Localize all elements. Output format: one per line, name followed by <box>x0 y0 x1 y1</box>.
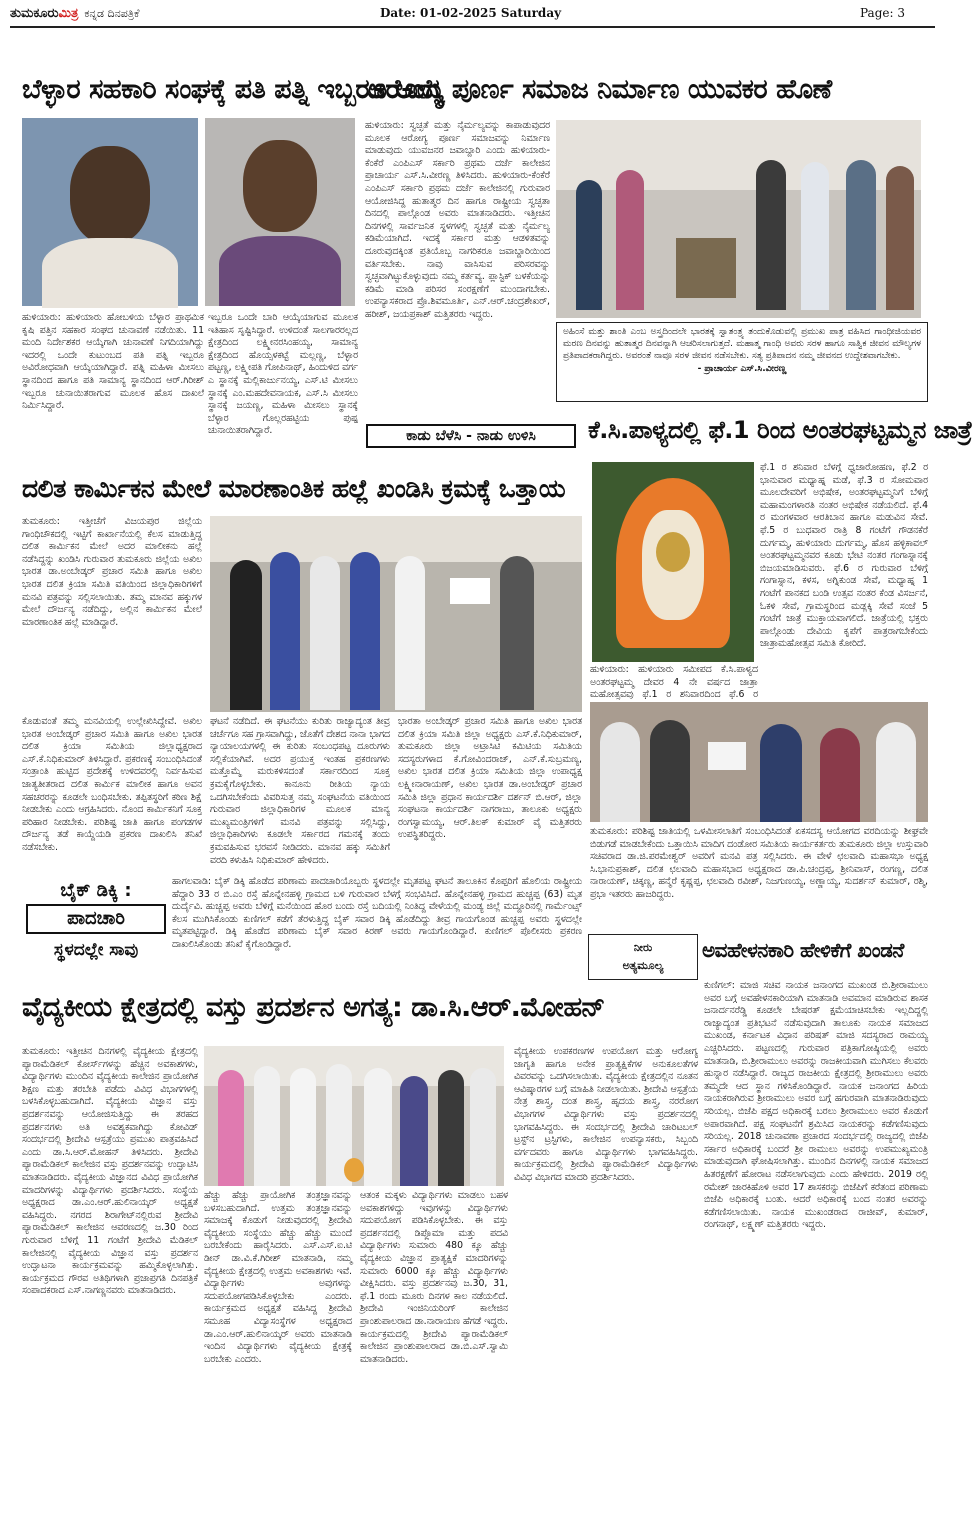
story2-body-tail <box>365 332 550 412</box>
story3-body: ಫೆ.1 ರ ಶನಿವಾರ ಬೆಳಗ್ಗೆ ಧ್ವಜಾರೋಹಣ, ಫೆ.2 ರ ಭಾನುವಾರ ಮಧ್ಯಾಹ್ನ ಮಡೆ, ಫೆ.3 ರ ಸೋಮವಾರ ಮೂಲದೇವರಿಗೆ ಅಭಿಷೇಕ, ಅಂತರಘಟ್ಟಮ್ಮನಿಗೆ ಬೆಳಿಗ್ಗೆ ಮಹಾಮಂಗಳಾರತಿ ನಂತರ ಅಭಿಷೇಕ ನಡೆಯಲಿದೆ. ಫೆ.4 ರ ಮಂಗಳವಾರ ಆರತಿಬಾನ ಹಾಗೂ ಮಡುವಿನ ಸೇವೆ. ಫೆ.5 ರ ಬುಧವಾರ ರಾತ್ರಿ 8 ಗಂಟೆಗೆ ಗೌಡನಕೆರೆ ದುರ್ಗಮ್ಮ, ಹುಳಿಯಾರು ದುರ್ಗಮ್ಮ, ಹೊಸ ಹಳ್ಳಿಕಾವಲ್ ಅಂತರಘಟ್ಟಮ್ಮನವರ ಕೂಡು ಭೇಟಿ ನಂತರ ಗಂಗಾಸ್ನಾನಕ್ಕೆ ಬಿಜಯಮಾಡಿಸುವರು. ಫೆ.6 ರ ಗುರುವಾರ ಬೆಳಿಗ್ಗೆ ಗಂಗಾಸ್ನಾನ, ಕಳಸ, ಅಗ್ನಿಕುಂಡ ಸೇವೆ, ಮಧ್ಯಾಹ್ನ 1 ಗಂಟೆಗೆ ಪಾನಕದ ಬಂಡಿ ಉತ್ಸವ ನಂತರ ಕೆಂಡ ವಿಸರ್ಜನೆ, ಓಕಳಿ ಸೇವೆ, ಗ್ರಾಮಸ್ಥರಿಂದ ಮಡ್ಲಕ್ಕಿ ಸೇವೆ ಸಂಜೆ 5 ಗಂಟೆಗೆ ಜಾತ್ರೆ ಮುಕ್ತಾಯವಾಗಲಿದೆ. ಜಾತ್ರೆಯಲ್ಲಿ ಭಕ್ತರು ಪಾಲ್ಗೊಂಡು ದೇವಿಯ ಕೃಪೆಗೆ ಪಾತ್ರರಾಗಬೇಕೆಂದು ಜಾತ್ರಾಮಹೋತ್ಸವ ಸಮಿತಿ ಕೋರಿದೆ. <box>760 462 928 650</box>
brand-name: ತುಮಕೂರು <box>10 6 59 21</box>
story3-caption: ಹುಳಿಯಾರು: ಹುಳಿಯಾರು ಸಮೀಪದ ಕೆ.ಸಿ.ಪಾಳ್ಯದ ಅಂತರಘಟ್ಟಮ್ಮ ದೇವರ 4 ನೇ ವರ್ಷದ ಜಾತ್ರಾ ಮಹೋತ್ಸವವು ಫೆ.1 ರ ಶನಿವಾರದಿಂದ ಫೆ.6 ರ <box>590 664 758 701</box>
water-slogan-box <box>588 934 698 980</box>
story4-column1-top: ತುಮಕೂರು: ಇತ್ತೀಚೆಗೆ ವಿಜಯಪುರ ಜಿಲ್ಲೆಯ ಗಾಂಧಿಚೌಕದಲ್ಲಿ ಇಟ್ಟಿಗೆ ಕಾರ್ಖಾನೆಯಲ್ಲಿ ಕೆಲಸ ಮಾಡುತ್ತಿದ್ದ ದಲಿತ ಕಾರ್ಮಿಕನ ಮೇಲೆ ಅದರ ಮಾಲೀಕನು ಹಲ್ಲೆ ನಡೆಸಿದ್ದನ್ನು ಖಂಡಿಸಿ ಗುರುವಾರ ತುಮಕೂರು ಜಿಲ್ಲೆಯ ಅಖಿಲ ಭಾರತ ಡಾ.ಅಂಬೇಡ್ಕರ್ ಪ್ರಚಾರ ಸಮಿತಿ ಹಾಗೂ ಅಖಿಲ ಭಾರತ ದಲಿತ ಕ್ರಿಯಾ ಸಮಿತಿ ವತಿಯಿಂದ ಜಿಲ್ಲಾಧಿಕಾರಿಗಳಿಗೆ ಮನವಿ ಪತ್ರವನ್ನು ಸಲ್ಲಿಸಲಾಯಿತು. ತಮ್ಮ ಮಾನವ ಹಕ್ಕುಗಳ ಮೇಲೆ ದೌರ್ಜನ್ಯ ನಡೆದಿದ್ದು, ಅಲ್ಲಿನ ಕಾರ್ಮಿಕನ ಮೇಲೆ ಮಾರಣಾಂತಿಕ ಹಲ್ಲೆ ಮಾಡಿದ್ದಾರೆ. <box>22 516 202 628</box>
story2-headline: ಆರೋಗ್ಯ ಪೂರ್ಣ ಸಮಾಜ ನಿರ್ಮಾಣ ಯುವಕರ ಹೊಣೆ <box>368 74 832 105</box>
water-slogan-line1: ನೀರು <box>633 941 653 954</box>
story2-quote-author: - ಪ್ರಾಚಾರ್ಯ ಎಸ್.ಸಿ.ವೀರಣ್ಣ <box>697 364 787 375</box>
story4-memorandum-photo <box>210 516 582 712</box>
story6-headline-line3: ಸ್ಥಳದಲ್ಲೇ ಸಾವು <box>53 940 139 960</box>
story4-column3: ಭಾರತಾ ಅಂಬೇಡ್ಕರ್ ಪ್ರಚಾರ ಸಮಿತಿ ಹಾಗೂ ಅಖಿಲ ಭಾರತ ದಲಿತ ಕ್ರಿಯಾ ಸಮಿತಿ ಜಿಲ್ಲಾ ಅಧ್ಯಕ್ಷರು ಎಸ್.ಕೆ.ನಿಧಿಕುಮಾರ್, ತುಮಕೂರು ಜಿಲ್ಲಾ ಅಟ್ರಾಸಿಟಿ ಕಮಿಟಿಯ ಸಮಿತಿಯ ಸದಸ್ಯರುಗಳಾದ ಕೆ.ಗೋವಿಂದರಾಜ್, ಎನ್.ಕೆ.ಸುಬ್ರಮಣ್ಯ, ಅಖಿಲ ಭಾರತ ದಲಿತ ಕ್ರಿಯಾ ಸಮಿತಿಯ ಜಿಲ್ಲಾ ಉಪಾಧ್ಯಕ್ಷ ಲಕ್ಷ್ಮೀನಾರಾಯಣ್, ಅಖಿಲ ಭಾರತ ಡಾ.ಅಂಬೇಡ್ಕರ್ ಪ್ರಚಾರ ಸಮಿತಿ ಜಿಲ್ಲಾ ಪ್ರಧಾನ ಕಾರ್ಯದರ್ಶಿ ದರ್ಶನ್ ಬಿ.ಆರ್, ಜಿಲ್ಲಾ ಸಂಘಟನಾ ಕಾರ್ಯದರ್ಶಿ ನಾಗರಾಜು, ತಾಲೂಕು ಅಧ್ಯಕ್ಷರು ರಂಗಸ್ವಾಮಯ್ಯ, ಆರ್.ತಿಲಕ್ ಕುಮಾರ್ ವೈ ಮತ್ತಿತರರು ಉಪಸ್ಥಿತರಿದ್ದರು. <box>398 716 582 841</box>
story6-headline-line1: ಬೈಕ್ ಡಿಕ್ಕಿ : <box>60 880 132 901</box>
story5-photo <box>590 702 928 822</box>
story8-headline: ವೈದ್ಯಕೀಯ ಕ್ಷೇತ್ರದಲ್ಲಿ ವಸ್ತು ಪ್ರದರ್ಶನ ಅಗತ್ಯ: ಡಾ.ಸಿ.ಆರ್.ಮೋಹನ್ <box>22 992 605 1023</box>
masthead-rule <box>10 26 935 28</box>
page-number: Page: 3 <box>860 6 905 20</box>
brand-tagline: ಕನ್ನಡ ದಿನಪತ್ರಿಕೆ <box>84 7 140 20</box>
story8-column1: ತುಮಕೂರು: ಇತ್ತೀಚಿನ ದಿನಗಳಲ್ಲಿ ವೈದ್ಯಕೀಯ ಕ್ಷೇತ್ರದಲ್ಲಿ ಪ್ಯಾರಾಮೆಡಿಕಲ್ ಕೋರ್ಸ್‌ಗಳನ್ನು ಹೆಚ್ಚಿನ ಅವಕಾಶಗಳು, ವಿದ್ಯಾರ್ಥಿಗಳು ಮುಂದಿನ ವೈದ್ಯಕೀಯ ಕಾಲೇಜಿನ ಪ್ರಾಯೋಗಿಕ ಶಿಕ್ಷಣ ಮತ್ತು ತರಬೇತಿ ಪಡೆದು ವಿವಿಧ ವಿಭಾಗಗಳಲ್ಲಿ ಬಳಸಿಕೊಳ್ಳಬಹುದಾಗಿದೆ. ವೈದ್ಯಕೀಯ ವಿಜ್ಞಾನ ವಸ್ತು ಪ್ರದರ್ಶನವನ್ನು ಆಯೋಜಿಸುತ್ತಿದ್ದು ಈ ತರಹದ ಪ್ರದರ್ಶನಗಳು ಅತಿ ಅವಶ್ಯಕವಾಗಿದ್ದು ಕೋವಿಡ್ ಸಂದರ್ಭದಲ್ಲಿ ಶ್ರೀದೇವಿ ಆಸ್ಪತ್ರೆಯು ಪ್ರಮುಖ ಪಾತ್ರವಹಿಸಿದೆ ಎಂದು ಡಾ.ಸಿ.ಆರ್.ಮೋಹನ್ ತಿಳಿಸಿದರು. ಶ್ರೀದೇವಿ ಪ್ಯಾರಾಮೆಡಿಕಲ್ ಕಾಲೇಜಿನ ವಸ್ತು ಪ್ರದರ್ಶನವನ್ನು ಉದ್ಘಾಟಿಸಿ ಮಾತನಾಡಿದರು. ವೈದ್ಯಕೀಯ ವಿಜ್ಞಾನದ ವಿವಿಧ ಪ್ರಾಯೋಗಿಕ ಮಾದರಿಗಳನ್ನು ವಿದ್ಯಾರ್ಥಿಗಳು ಪ್ರದರ್ಶಿಸಿದರು. ಸಂಸ್ಥೆಯ ಅಧ್ಯಕ್ಷರಾದ ಡಾ.ಎಂ.ಆರ್.ಹುಲಿನಾಯ್ಕರ್ ಅಧ್ಯಕ್ಷತೆ ವಹಿಸಿದ್ದರು. ನಗರದ ಶಿರಾಗೇಟ್‌ನಲ್ಲಿರುವ ಶ್ರೀದೇವಿ ಪ್ಯಾರಾಮೆಡಿಕಲ್ ಕಾಲೇಜಿನ ಆವರಣದಲ್ಲಿ ಜ.30 ರಿಂದ ಗುರುವಾರ ಬೆಳಿಗ್ಗೆ 11 ಗಂಟೆಗೆ ಶ್ರೀದೇವಿ ಮೆಡಿಕಲ್ ಕಾಲೇಜಿನಲ್ಲಿ ವೈದ್ಯಕೀಯ ವಿಜ್ಞಾನ ವಸ್ತು ಪ್ರದರ್ಶನ ಉದ್ಘಾಟನಾ ಕಾರ್ಯಕ್ರಮವನ್ನು ಹಮ್ಮಿಕೊಳ್ಳಲಾಗಿತ್ತು. ಕಾರ್ಯಕ್ರಮದ ಗೌರವ ಅತಿಥಿಗಳಾಗಿ ಪ್ರಜಾಪ್ರಗತಿ ದಿನಪತ್ರಿಕೆ ಸಂಪಾದಕರಾದ ಎಸ್.ನಾಗಣ್ಣನವರು ಮಾತನಾಡಿದರು. <box>22 1046 198 1297</box>
story8-event-photo <box>204 1046 504 1186</box>
story1-column2: ಇಬ್ಬರೂ ಒಂದೇ ಬಾರಿ ಆಯ್ಕೆಯಾಗುವ ಮೂಲಕ ಇತಿಹಾಸ ಸೃಷ್ಟಿಸಿದ್ದಾರೆ. ಉಳಿದಂತೆ ಸಾಲಗಾರರಲ್ಲದ ಕ್ಷೇತ್ರದಿಂದ ಲಕ್ಷ್ಮೀನರಸಿಂಹಯ್ಯ, ಸಾಮಾನ್ಯ ಕ್ಷೇತ್ರದಿಂದ ಹೊಯ್ಸಳಕಟ್ಟೆ ಮಲ್ಲಣ್ಣ, ಬೆಳ್ಳಾರ ಪಟ್ಟಣ್ಣ, ಲಕ್ಷ್ಮೀಪತಿ ಗೋಪಿನಾಥ್, ಹಿಂದುಳಿದ ವರ್ಗ ಎ ಸ್ಥಾನಕ್ಕೆ ಮಲ್ಲಿಕಾರ್ಜುನಯ್ಯ, ಎಸ್.ಟಿ ಮೀಸಲು ಸ್ಥಾನಕ್ಕೆ ಎಂ.ಮಹದೇವನಾಯಕ, ಎಸ್.ಸಿ ಮೀಸಲು ಸ್ಥಾನಕ್ಕೆ ಜಯಣ್ಣ, ಮಹಿಳಾ ಮೀಸಲು ಸ್ಥಾನಕ್ಕೆ ಬೆಳ್ಳಾರ ಗೊಲ್ಲರಹಟ್ಟಿಯ ಪುಷ್ಪ ಚುನಾಯಿತರಾಗಿದ್ದಾರೆ. <box>208 312 358 437</box>
story8-column4: ವೈದ್ಯಕೀಯ ಉಪಕರಣಗಳ ಉಪಯೋಗ ಮತ್ತು ಆರೋಗ್ಯ ಜಾಗೃತಿ ಹಾಗೂ ಅನೇಕ ಪ್ರಾತ್ಯಕ್ಷಿಕೆಗಳ ಅನುಕೂಲತೆಗಳ ವಿವರವನ್ನು ಒದಗಿಸಲಾಯಿತು. ವೈದ್ಯಕೀಯ ಕ್ಷೇತ್ರದಲ್ಲಿನ ನೂತನ ಆವಿಷ್ಕಾರಗಳ ಬಗ್ಗೆ ಮಾಹಿತಿ ನೀಡಲಾಯಿತು. ಶ್ರೀದೇವಿ ಆಸ್ಪತ್ರೆಯ ನೇತ್ರ ಶಾಸ್ತ್ರ, ದಂತ ಶಾಸ್ತ್ರ, ಹೃದಯ ಶಾಸ್ತ್ರ, ನರರೋಗ ವಿಭಾಗಗಳ ವಿದ್ಯಾರ್ಥಿಗಳು ವಸ್ತು ಪ್ರದರ್ಶನದಲ್ಲಿ ಭಾಗವಹಿಸಿದ್ದರು. ಈ ಸಂದರ್ಭದಲ್ಲಿ ಶ್ರೀದೇವಿ ಚಾರಿಟಬಲ್ ಟ್ರಸ್ಟ್‌ನ ಟ್ರಸ್ಟಿಗಳು, ಕಾಲೇಜಿನ ಉಪನ್ಯಾಸಕರು, ಸಿಬ್ಬಂದಿ ವರ್ಗದವರು ಹಾಗೂ ವಿದ್ಯಾರ್ಥಿಗಳು ಭಾಗವಹಿಸಿದ್ದರು. ಕಾರ್ಯಕ್ರಮದಲ್ಲಿ ಶ್ರೀದೇವಿ ಪ್ಯಾರಾಮೆಡಿಕಲ್ ವಿದ್ಯಾರ್ಥಿಗಳು ವಿವಿಧ ವಿಭಾಗದ ಮಾದರಿ ಪ್ರದರ್ಶಿಸಿದರು. <box>514 1046 698 1183</box>
story1-headline: ಬೆಳ್ಳಾರ ಸಹಕಾರಿ ಸಂಘಕ್ಕೆ ಪತಿ ಪತ್ನಿ ಇಬ್ಬರೂ ಆಯ್ಕೆ <box>22 74 445 105</box>
story1-photo-man <box>22 118 198 306</box>
story2-body: ಹುಳಿಯಾರು: ಸ್ವಚ್ಛತೆ ಮತ್ತು ನೈರ್ಮಲ್ಯವನ್ನು ಕಾಪಾಡುವುದರ ಮೂಲಕ ಆರೋಗ್ಯ ಪೂರ್ಣ ಸಮಾಜವನ್ನು ನಿರ್ಮಾಣ ಮಾಡುವುದು ಯುವಜನರ ಜವಾಬ್ದಾರಿ ಎಂದು ಹುಳಿಯಾರು-ಕೆಂಕೆರೆ ಎಂಪಿಎಸ್ ಸರ್ಕಾರಿ ಪ್ರಥಮ ದರ್ಜೆ ಕಾಲೇಜಿನ ಪ್ರಾಚಾರ್ಯ ಎಸ್.ಸಿ.ವೀರಣ್ಣ ತಿಳಿಸಿದರು. ಹುಳಿಯಾರು-ಕೆಂಕೆರೆ ಎಂಪಿಎಸ್ ಸರ್ಕಾರಿ ಪ್ರಥಮ ದರ್ಜೆ ಕಾಲೇಜಿನಲ್ಲಿ ಗುರುವಾರ ಆಯೋಜಿಸಿದ್ದ ಹುತಾತ್ಮರ ದಿನ ಹಾಗೂ ರಾಷ್ಟ್ರೀಯ ಸ್ವಚ್ಛತಾ ದಿನದಲ್ಲಿ ಪಾಲ್ಗೊಂಡ ಅವರು ಮಾತನಾಡಿದರು. ಇತ್ತೀಚಿನ ದಿನಗಳಲ್ಲಿ ಸಾರ್ವಜನಿಕ ಸ್ಥಳಗಳಲ್ಲಿ ಸ್ವಚ್ಛತೆ ಮತ್ತು ನೈರ್ಮಲ್ಯ ಕಡಿಮೆಯಾಗಿದೆ. ಇದಕ್ಕೆ ಸರ್ಕಾರ ಮತ್ತು ಆಡಳಿತವನ್ನು ದೂರುವುದಕ್ಕಿಂತ ಪ್ರತಿಯೊಬ್ಬ ನಾಗರಿಕರೂ ಜವಾಬ್ದಾರಿಯಿಂದ ವರ್ತಿಸಬೇಕು. ನಾವು ವಾಸಿಸುವ ಪರಿಸರವನ್ನು ಸ್ವಚ್ಛವಾಗಿಟ್ಟುಕೊಳ್ಳುವುದು ನಮ್ಮ ಕರ್ತವ್ಯ. ಪ್ಲಾಸ್ಟಿಕ್ ಬಳಕೆಯನ್ನು ಕಡಿಮೆ ಮಾಡಿ ಪರಿಸರ ಸಂರಕ್ಷಣೆಗೆ ಮುಂದಾಗಬೇಕು. ಉಪನ್ಯಾಸಕರಾದ ಪ್ರೊ.ಶಿವಮೂರ್ತಿ, ಎನ್.ಆರ್.ಚಂದ್ರಶೇಖರ್, ಹರೀಶ್, ಜಯಪ್ರಕಾಶ್ ಮತ್ತಿತರರು ಇದ್ದರು. <box>365 120 550 320</box>
issue-date: Date: 01-02-2025 Saturday <box>380 6 562 20</box>
story1-column1: ಹುಳಿಯಾರು: ಹುಳಿಯಾರು ಹೋಬಳಿಯ ಬೆಳ್ಳಾರ ಪ್ರಾಥಮಿಕ ಕೃಷಿ ಪತ್ತಿನ ಸಹಕಾರ ಸಂಘದ ಚುನಾವಣೆ ನಡೆಯಿತು. 11 ಮಂದಿ ನಿರ್ದೇಶಕರ ಆಯ್ಕೆಗಾಗಿ ಚುನಾವಣೆ ನಿಗದಿಯಾಗಿದ್ದು ಇದರಲ್ಲಿ ಒಂದೇ ಕುಟುಂಬದ ಪತಿ ಪತ್ನಿ ಇಬ್ಬರೂ ಅವಿರೋಧವಾಗಿ ಆಯ್ಕೆಯಾಗಿದ್ದಾರೆ. ಪತ್ನಿ ಮಹಿಳಾ ಮೀಸಲು ಸ್ಥಾನದಿಂದ ಹಾಗೂ ಪತಿ ಸಾಮಾನ್ಯ ಸ್ಥಾನದಿಂದ ಆರ್.ಗಿರೀಶ್ ಇಬ್ಬರೂ ಚುನಾಯಿತರಾಗುವ ಮೂಲಕ ಹೊಸ ದಾಖಲೆ ನಿರ್ಮಿಸಿದ್ದಾರೆ. <box>22 312 204 412</box>
story7-headline: ಅವಹೇಳನಕಾರಿ ಹೇಳಿಕೆಗೆ ಖಂಡನೆ <box>702 938 904 962</box>
story4-column1-bottom: ಕೊಡುವಂತೆ ತಮ್ಮ ಮನವಿಯಲ್ಲಿ ಉಲ್ಲೇಖಿಸಿದ್ದೇವೆ. ಅಖಿಲ ಭಾರತ ಅಂಬೇಡ್ಕರ್ ಪ್ರಚಾರ ಸಮಿತಿ ಹಾಗೂ ಅಖಿಲ ಭಾರತ ದಲಿತ ಕ್ರಿಯಾ ಸಮಿತಿಯ ಜಿಲ್ಲಾಧ್ಯಕ್ಷರಾದ ಎಸ್.ಕೆ.ನಿಧಿಕುಮಾರ್ ತಿಳಿಸಿದ್ದಾರೆ. ಪ್ರಕರಣಕ್ಕೆ ಸಂಬಂಧಿಸಿದಂತೆ ಸಂತ್ರಾಂತಿ ಹುಟ್ಟಿದ ಪ್ರದೇಶಕ್ಕೆ ಉಳಿದವರಲ್ಲಿ ನಿರ್ವಹಿಸುವ ಜಾತ್ಯತೀತರಾದ ದಲಿತ ಕಾರ್ಮಿಕ ಮಾಲೀಕ ಹಾಗೂ ಅವನ ಸಹಚರರನ್ನು ಕೂಡಲೇ ಬಂಧಿಸಬೇಕು. ತಪ್ಪಿತಸ್ಥರಿಗೆ ಕಠಿಣ ಶಿಕ್ಷೆ ನೀಡಬೇಕು ಎಂದು ಆಗ್ರಹಿಸಿದರು. ನೊಂದ ಕಾರ್ಮಿಕನಿಗೆ ಸೂಕ್ತ ಪರಿಹಾರ ನೀಡಬೇಕು. ಪರಿಶಿಷ್ಟ ಜಾತಿ ಹಾಗೂ ಪಂಗಡಗಳ ದೌರ್ಜನ್ಯ ತಡೆ ಕಾಯ್ದೆಯಡಿ ಪ್ರಕರಣ ದಾಖಲಿಸಿ ತನಿಖೆ ನಡೆಸಬೇಕು. <box>22 716 202 853</box>
story8-column3: ಆತಂಕ ಮಕ್ಕಳು ವಿದ್ಯಾರ್ಥಿಗಳು ಮಾಡಲು ಬಹಳ ಅವಕಾಶಗಳಿದ್ದು ಇವುಗಳನ್ನು ವಿದ್ಯಾರ್ಥಿಗಳು ಸದುಪಯೋಗ ಪಡಿಸಿಕೊಳ್ಳಬೇಕು. ಈ ವಸ್ತು ಪ್ರದರ್ಶನದಲ್ಲಿ ಡಿಪ್ಲೊಮಾ ಮತ್ತು ಪದವಿ ವಿದ್ಯಾರ್ಥಿಗಳು ಸುಮಾರು 480 ಕ್ಕೂ ಹೆಚ್ಚು ವೈದ್ಯಕೀಯ ವಿಜ್ಞಾನ ಪ್ರಾತ್ಯಕ್ಷಿಕೆ ಮಾದರಿಗಳನ್ನು ಸುಮಾರು 6000 ಕ್ಕೂ ಹೆಚ್ಚು ವಿದ್ಯಾರ್ಥಿಗಳು ವೀಕ್ಷಿಸಿದರು. ವಸ್ತು ಪ್ರದರ್ಶನವು ಜ.30, 31, ಫೆ.1 ರಂದು ಮೂರು ದಿನಗಳ ಕಾಲ ನಡೆಯಲಿದೆ. ಶ್ರೀದೇವಿ ಇಂಜಿನಿಯರಿಂಗ್ ಕಾಲೇಜಿನ ಪ್ರಾಂಶುಪಾಲರಾದ ಡಾ.ನಾರಾಯಣ ಹೆಗಡೆ ಇದ್ದರು. ಕಾರ್ಯಕ್ರಮದಲ್ಲಿ ಶ್ರೀದೇವಿ ಪ್ಯಾರಾಮೆಡಿಕಲ್ ಕಾಲೇಜಿನ ಪ್ರಾಂಶುಪಾಲರಾದ ಡಾ.ಬಿ.ಎಸ್.ಸ್ವಾಮಿ ಮಾತನಾಡಿದರು. <box>360 1190 508 1365</box>
story2-quote-text: ಅಹಿಂಸೆ ಮತ್ತು ಶಾಂತಿ ಎಂಬ ಅಸ್ತ್ರದಿಂದಲೇ ಭಾರತಕ್ಕೆ ಸ್ವಾತಂತ್ರ್ಯ ತಂದುಕೊಡುವಲ್ಲಿ ಪ್ರಮುಖ ಪಾತ್ರ ವಹಿಸಿದ ಗಾಂಧೀಜಿಯವರ ಮರಣ ದಿನವನ್ನು ಹುತಾತ್ಮರ ದಿನವನ್ನಾಗಿ ಆಚರಿಸಲಾಗುತ್ತದೆ. ಮಹಾತ್ಮ ಗಾಂಧಿ ಅವರು ಸರಳ ಹಾಗೂ ಸಾತ್ವಿಕ ಜೀವನ ಮೌಲ್ಯಗಳ ಪ್ರತಿಪಾದಕರಾಗಿದ್ದರು. ಅವರಂತೆ ನಾವೂ ಸರಳ ಜೀವನ ನಡೆಸಬೇಕು. ಸತ್ಯ ಪ್ರತಿಪಾದನ ನಮ್ಮ ಜೀವನದ ಉದ್ದೇಶವಾಗಬೇಕು. <box>563 327 921 361</box>
newspaper-brand <box>10 6 139 21</box>
story6-headline <box>26 878 166 988</box>
story6-headline-line2: ಪಾದಚಾರಿ <box>26 904 166 934</box>
story3-headline: ಕೆ.ಸಿ.ಪಾಳ್ಯದಲ್ಲಿ ಫೆ.1 ರಿಂದ ಅಂತರಘಟ್ಟಮ್ಮನ ಜಾತ್ರೆ <box>588 416 972 444</box>
slogan-box: ಕಾಡು ಬೆಳೆಸಿ - ನಾಡು ಉಳಿಸಿ <box>366 424 576 448</box>
story1-photo-woman <box>205 118 355 306</box>
story3-deity-photo <box>592 462 754 662</box>
brand-name-accent: ಮಿತ್ರ <box>58 6 79 21</box>
story5-caption: ತುಮಕೂರು: ಪರಿಶಿಷ್ಟ ಜಾತಿಯಲ್ಲಿ ಒಳಮೀಸಲಾತಿಗೆ ಸಂಬಂಧಿಸಿದಂತೆ ಏಕಸದಸ್ಯ ಆಯೋಗದ ವರದಿಯನ್ನು ಶೀಘ್ರವೇ ಬಿಡುಗಡೆ ಮಾಡಬೇಕೆಂದು ಒತ್ತಾಯಿಸಿ ಮಾದಿಗ ದಂಡೋರ ಸಮಿತಿಯ ಕಾರ್ಯಕರ್ತರು ತುಮಕೂರು ಜಿಲ್ಲಾ ಉಸ್ತುವಾರಿ ಸಚಿವರಾದ ಡಾ.ಜಿ.ಪರಮೇಶ್ವರ್ ಅವರಿಗೆ ಮನವಿ ಪತ್ರ ಸಲ್ಲಿಸಿದರು. ಈ ವೇಳೆ ಛಲವಾದಿ ಮಹಾಸಭಾ ಅಧ್ಯಕ್ಷ ಸಿ.ಭಾನುಪ್ರಕಾಶ್, ದಲಿತ ಛಲವಾದಿ ಮಹಾಸಭಾದ ಅಧ್ಯಕ್ಷರಾದ ಡಾ.ಪಿ.ಚಂದ್ರಪ್ಪ, ಶ್ರೀನಿವಾಸ್, ರಂಗಣ್ಣ, ದಲಿತ ನಾರಾಯಣ್, ಚಿಕ್ಕಣ್ಣ, ಹನ್ಮೆರೆ ಕೃಷ್ಣಪ್ಪ, ಛಲವಾದಿ ರವೀಶ್, ನಿಜಗುಣಯ್ಯ, ಅಣ್ಣಾಯ್ಯ, ಸುದರ್ಶನ್ ಕುಮಾರ್, ರಶ್ಮಿ, ಪ್ರಭಾ ಇತರರು ಹಾಜರಿದ್ದರು. <box>590 826 928 900</box>
story7-body: ಕುಣಿಗಲ್: ಮಾಜಿ ಸಚಿವ ನಾಯಕ ಜನಾಂಗದ ಮುಖಂಡ ಬಿ.ಶ್ರೀರಾಮುಲು ಅವರ ಬಗ್ಗೆ ಅವಹೇಳನಕಾರಿಯಾಗಿ ಮಾತನಾಡಿ ಅವಮಾನ ಮಾಡಿರುವ ಶಾಸಕ ಜನಾರ್ದನರೆಡ್ಡಿ ಕೂಡಲೇ ಬೇಷರತ್ ಕ್ಷಮೆಯಾಚಿಸಬೇಕು ಇಲ್ಲದಿದ್ದಲ್ಲಿ ರಾಜ್ಯಾದ್ಯಂತ ಪ್ರತಿಭಟನೆ ನಡೆಸುವುದಾಗಿ ತಾಲೂಕು ನಾಯಕ ಸಮಾಜದ ಮುಖಂಡ, ಕರ್ನಾಟಕ ವಿಧಾನ ಪರಿಷತ್ ಮಾಜಿ ಸದಸ್ಯರಾದ ರಾಮಯ್ಯ ಎಚ್ಚರಿಸಿದರು. ಪಟ್ಟಣದಲ್ಲಿ ಗುರುವಾರ ಪತ್ರಿಕಾಗೋಷ್ಠಿಯಲ್ಲಿ ಅವರು ಮಾತನಾಡಿ, ಬಿ.ಶ್ರೀರಾಮುಲು ಅವರನ್ನು ರಾಜಕೀಯವಾಗಿ ಮುಗಿಸಲು ಕೆಲವರು ಹುನ್ನಾರ ನಡೆಸಿದ್ದಾರೆ. ರಾಜ್ಯದ ರಾಜಕೀಯ ಕ್ಷೇತ್ರದಲ್ಲಿ ಶ್ರೀರಾಮುಲು ಅವರು ತಮ್ಮದೇ ಆದ ಸ್ಥಾನ ಗಳಿಸಿಕೊಂಡಿದ್ದಾರೆ. ನಾಯಕ ಜನಾಂಗದ ಹಿರಿಯ ನಾಯಕರಾಗಿರುವ ಶ್ರೀರಾಮುಲು ಅವರ ಬಗ್ಗೆ ಹಗುರವಾಗಿ ಮಾತನಾಡಿರುವುದು ಸರಿಯಲ್ಲ. ಬಿಜೆಪಿ ಪಕ್ಷದ ಅಧಿಕಾರಕ್ಕೆ ಬರಲು ಶ್ರೀರಾಮುಲು ಅವರ ಕೊಡುಗೆ ಅಪಾರವಾಗಿದೆ. ಪಕ್ಷ ಸಂಘಟನೆಗೆ ಶ್ರಮಿಸಿದ ನಾಯಕರನ್ನು ಕಡೆಗಣಿಸುವುದು ಸರಿಯಲ್ಲ. 2018 ಚುನಾವಣಾ ಪ್ರಚಾರದ ಸಂದರ್ಭದಲ್ಲಿ ರಾಜ್ಯದಲ್ಲಿ ಬಿಜೆಪಿ ಸರ್ಕಾರ ಅಧಿಕಾರಕ್ಕೆ ಬಂದರೆ ಶ್ರೀ ರಾಮುಲು ಅವರನ್ನು ಉಪಮುಖ್ಯಮಂತ್ರಿ ಮಾಡುವುದಾಗಿ ಘೋಷಿಸಲಾಗಿತ್ತು. ಮುಂದಿನ ದಿನಗಳಲ್ಲಿ ನಾಯಕ ಸಮಾಜದ ಹಿತರಕ್ಷಣೆಗೆ ಹೋರಾಟ ನಡೆಸಲಾಗುವುದು ಎಂದು ಹೇಳಿದರು. 2019 ರಲ್ಲಿ ರಮೇಶ್ ಜಾರಕಿಹೊಳಿ ಅವರ 17 ಶಾಸಕರನ್ನು ಬಿಜೆಪಿಗೆ ಕರೆತಂದ ಪರಿಣಾಮ ಬಿಜೆಪಿ ಅಧಿಕಾರಕ್ಕೆ ಬಂತು. ಆದರೆ ಅಧಿಕಾರಕ್ಕೆ ಬಂದ ನಂತರ ಅವರನ್ನು ಕಡೆಗಣಿಸಲಾಯಿತು. ನಾಯಕ ಮುಖಂಡರಾದ ರಾಜೀವ್, ಕುಮಾರ್, ರಂಗನಾಥ್, ಲಕ್ಷ್ಮಣ್ ಮತ್ತಿತರರು ಇದ್ದರು. <box>704 980 928 1231</box>
story4-column2: ಘಟನೆ ನಡೆದಿದೆ. ಈ ಘಟನೆಯು ಕುರಿತು ರಾಜ್ಯಾದ್ಯಂತ ತೀವ್ರ ಚರ್ಚೆಗೂ ಸಹ ಗ್ರಾಸವಾಗಿದ್ದು, ಜೊತೆಗೆ ದೇಶದ ನಾನಾ ಭಾಗದ ನ್ಯಾಯಾಲಯಗಳಲ್ಲಿ ಈ ಕುರಿತು ಸಂಬಂಧಪಟ್ಟ ದೂರುಗಳು ಸಲ್ಲಿಕೆಯಾಗಿವೆ. ಅದರ ಪ್ರಯುಕ್ತ ಇಂತಹ ಪ್ರಕರಣಗಳು ಮತ್ತೊಮ್ಮೆ ಮರುಕಳಿಸದಂತೆ ಸರ್ಕಾರದಿಂದ ಸೂಕ್ತ ಕ್ರಮಕೈಗೊಳ್ಳಬೇಕು. ಕಾನೂನು ರೀತಿಯ ನ್ಯಾಯ ಒದಗಿಸಬೇಕೆಂದು ವಿವರಿಸುತ್ತ ನಮ್ಮ ಸಂಘಟನೆಯ ವತಿಯಿಂದ ಗುರುವಾರ ಜಿಲ್ಲಾಧಿಕಾರಿಗಳ ಮೂಲಕ ಮಾನ್ಯ ಮುಖ್ಯಮಂತ್ರಿಗಳಿಗೆ ಮನವಿ ಪತ್ರವನ್ನು ಸಲ್ಲಿಸಿದ್ದು, ಜಿಲ್ಲಾಧಿಕಾರಿಗಳು ಕೂಡಲೇ ಸರ್ಕಾರದ ಗಮನಕ್ಕೆ ತಂದು ಕ್ರಮವಹಿಸುವ ಭರವಸೆ ನೀಡಿದರು. ಮಾನವ ಹಕ್ಕು ಸಮಿತಿಗೆ ವರದಿ ಕಳುಹಿಸಿ ನಿಧಿಕುಮಾರ್ ಹೇಳಿದರು. <box>210 716 390 866</box>
story2-group-photo <box>556 120 921 318</box>
story6-body: ಹಾಗಲವಾಡಿ: ಬೈಕ್ ಡಿಕ್ಕಿ ಹೊಡೆದ ಪರಿಣಾಮ ಪಾದಚಾರಿಯೊಬ್ಬರು ಸ್ಥಳದಲ್ಲೇ ಮೃತಪಟ್ಟ ಘಟನೆ ತಾಲೂಕಿನ ಕೊಪ್ಪರಿಗೆ ಹೊಲಿಯ ರಾಷ್ಟ್ರೀಯ ಹೆದ್ದಾರಿ 33 ರ ಬಿ.ಎಂ ರಸ್ತೆ ಹೊನ್ನೇನಹಳ್ಳಿ ಗ್ರಾಮದ ಬಳಿ ಗುರುವಾರ ಬೆಳಗ್ಗೆ ಸಂಭವಿಸಿದೆ. ಹೊನ್ನೇನಹಳ್ಳಿ ಗ್ರಾಮದ ಹುಚ್ಚಪ್ಪ (63) ಮೃತ ದುರ್ದೈವಿ. ಹುಚ್ಚಪ್ಪ ಅವರು ಬೆಳಿಗ್ಗೆ ಮನೆಯಿಂದ ಹೊರ ಬಂದು ರಸ್ತೆ ಬದಿಯಲ್ಲಿ ನಿಂತಿದ್ದ ವೇಳೆಯಲ್ಲಿ ಮಂಡ್ಯ ಜಿಲ್ಲೆ ಮದ್ದೂರಿನಲ್ಲಿ ಗಾರ್ಮೆಂಟ್ಸ್ ಕೆಲಸ ಮುಗಿಸಿಕೊಂಡು ಕುಣಿಗಲ್ ಕಡೆಗೆ ತೆರಳುತ್ತಿದ್ದ ಬೈಕ್ ಸವಾರ ಡಿಕ್ಕಿ ಹೊಡೆದಿದ್ದು ತೀವ್ರ ಗಾಯಗೊಂಡ ಹುಚ್ಚಪ್ಪ ಅವರು ಸ್ಥಳದಲ್ಲೇ ಮೃತಪಟ್ಟಿದ್ದಾರೆ. ಡಿಕ್ಕಿ ಹೊಡೆದ ಪರಿಣಾಮ ಬೈಕ್ ಸವಾರ ಕಿರಣ್ ಅವರು ಗಾಯಗೊಂಡಿದ್ದಾರೆ. ಕುಣಿಗಲ್ ಪೊಲೀಸರು ಪ್ರಕರಣ ದಾಖಲಿಸಿಕೊಂಡು ತನಿಖೆ ಕೈಗೊಂಡಿದ್ದಾರೆ. <box>172 876 582 950</box>
story2-quote-box <box>556 322 928 402</box>
story8-column2: ಹೆಚ್ಚು ಹೆಚ್ಚು ಪ್ರಾಯೋಗಿಕ ತಂತ್ರಜ್ಞಾನವನ್ನು ಬಳಸಬಹುದಾಗಿದೆ. ಉತ್ತಮ ತಂತ್ರಜ್ಞಾನವನ್ನು ಸಮಾಜಕ್ಕೆ ಕೊಡುಗೆ ನೀಡುವುದರಲ್ಲಿ ಶ್ರೀದೇವಿ ವೈದ್ಯಕೀಯ ಸಂಸ್ಥೆಯು ಹೆಚ್ಚು ಹೆಚ್ಚು ಮುಂದೆ ಬರಬೇಕೆಂದು ಹಾರೈಸಿದರು. ಎಸ್.ಎಸ್.ಐ.ಟಿ ಡೀನ್ ಡಾ.ವಿ.ಕೆ.ಗಿರೀಶ್ ಮಾತನಾಡಿ, ನಮ್ಮ ವೈದ್ಯಕೀಯ ಕ್ಷೇತ್ರದಲ್ಲಿ ಉತ್ತಮ ಅವಕಾಶಗಳು ಇವೆ. ವಿದ್ಯಾರ್ಥಿಗಳು ಅವುಗಳನ್ನು ಸದುಪಯೋಗಪಡಿಸಿಕೊಳ್ಳಬೇಕು ಎಂದರು. ಕಾರ್ಯಕ್ರಮದ ಅಧ್ಯಕ್ಷತೆ ವಹಿಸಿದ್ದ ಶ್ರೀದೇವಿ ಸಮೂಹ ವಿದ್ಯಾಸಂಸ್ಥೆಗಳ ಅಧ್ಯಕ್ಷರಾದ ಡಾ.ಎಂ.ಆರ್.ಹುಲಿನಾಯ್ಕರ್ ಅವರು ಮಾತನಾಡಿ ಇಂದಿನ ವಿದ್ಯಾರ್ಥಿಗಳು ವೈದ್ಯಕೀಯ ಕ್ಷೇತ್ರಕ್ಕೆ ಬರಬೇಕು ಎಂದರು. <box>204 1190 352 1365</box>
story4-headline: ದಲಿತ ಕಾರ್ಮಿಕನ ಮೇಲೆ ಮಾರಣಾಂತಿಕ ಹಲ್ಲೆ ಖಂಡಿಸಿ ಕ್ರಮಕ್ಕೆ ಒತ್ತಾಯ <box>22 474 566 503</box>
water-slogan-line2: ಅತ್ಯಮೂಲ್ಯ <box>622 959 664 972</box>
